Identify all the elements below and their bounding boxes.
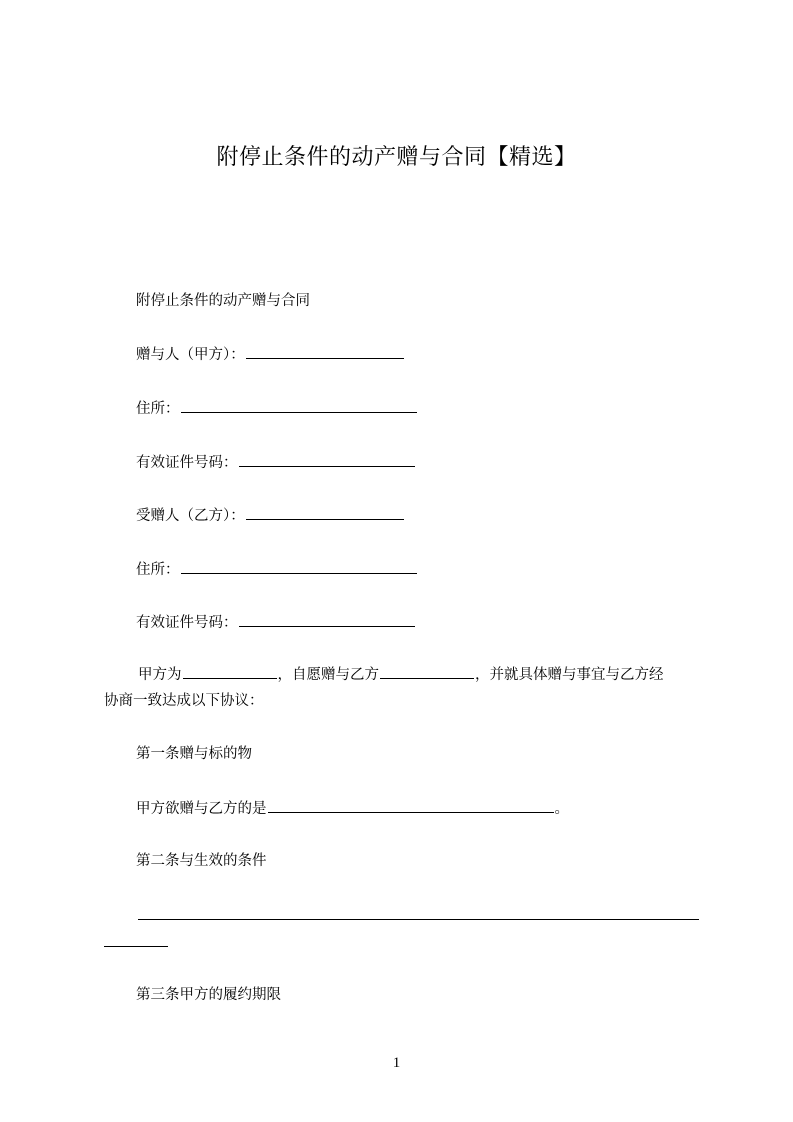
donee-address-label: 住所： (136, 562, 180, 578)
intro-part1: 甲方为 (138, 667, 182, 683)
article3-title: 第三条甲方的履约期限 (136, 987, 281, 1003)
intro-line-2: 协商一致达成以下协议： (104, 693, 264, 709)
condition-blank-line-2[interactable] (104, 946, 168, 947)
intro-line-1 (138, 664, 664, 685)
donee-label: 受赠人（乙方）： (136, 508, 245, 524)
donor-id-label: 有效证件号码： (136, 455, 238, 471)
article1-title: 第一条赠与标的物 (136, 746, 252, 762)
donor-blank[interactable] (246, 344, 404, 359)
gift-item-blank[interactable] (380, 664, 474, 679)
donor-label: 赠与人（甲方）： (136, 347, 245, 363)
donor-address-line (136, 398, 418, 419)
document-title: 附停止条件的动产赠与合同【精选】 (216, 145, 577, 170)
donor-id-blank[interactable] (239, 452, 415, 467)
donee-id-label: 有效证件号码： (136, 615, 238, 631)
article1-end: 。 (554, 801, 569, 817)
donor-id-line (136, 452, 416, 473)
donor-identity-blank[interactable] (183, 664, 277, 679)
article1-text (136, 798, 569, 819)
donee-address-line (136, 559, 418, 580)
page-number: 1 (392, 1055, 401, 1071)
contract-heading: 附停止条件的动产赠与合同 (136, 293, 310, 309)
article1-label: 甲方欲赠与乙方的是 (136, 801, 267, 817)
donee-blank[interactable] (246, 505, 404, 520)
article2-title: 第二条与生效的条件 (136, 853, 267, 869)
condition-blank-line-1[interactable] (138, 919, 699, 920)
donee-address-blank[interactable] (181, 559, 417, 574)
gift-object-blank[interactable] (268, 798, 554, 813)
intro-part2: ，自愿赠与乙方 (277, 667, 379, 683)
donor-address-label: 住所： (136, 401, 180, 417)
donee-id-line (136, 612, 416, 633)
intro-part3: ，并就具体赠与事宜与乙方经 (475, 667, 664, 683)
donor-line (136, 344, 405, 365)
donee-id-blank[interactable] (239, 612, 415, 627)
donee-line (136, 505, 405, 526)
donor-address-blank[interactable] (181, 398, 417, 413)
